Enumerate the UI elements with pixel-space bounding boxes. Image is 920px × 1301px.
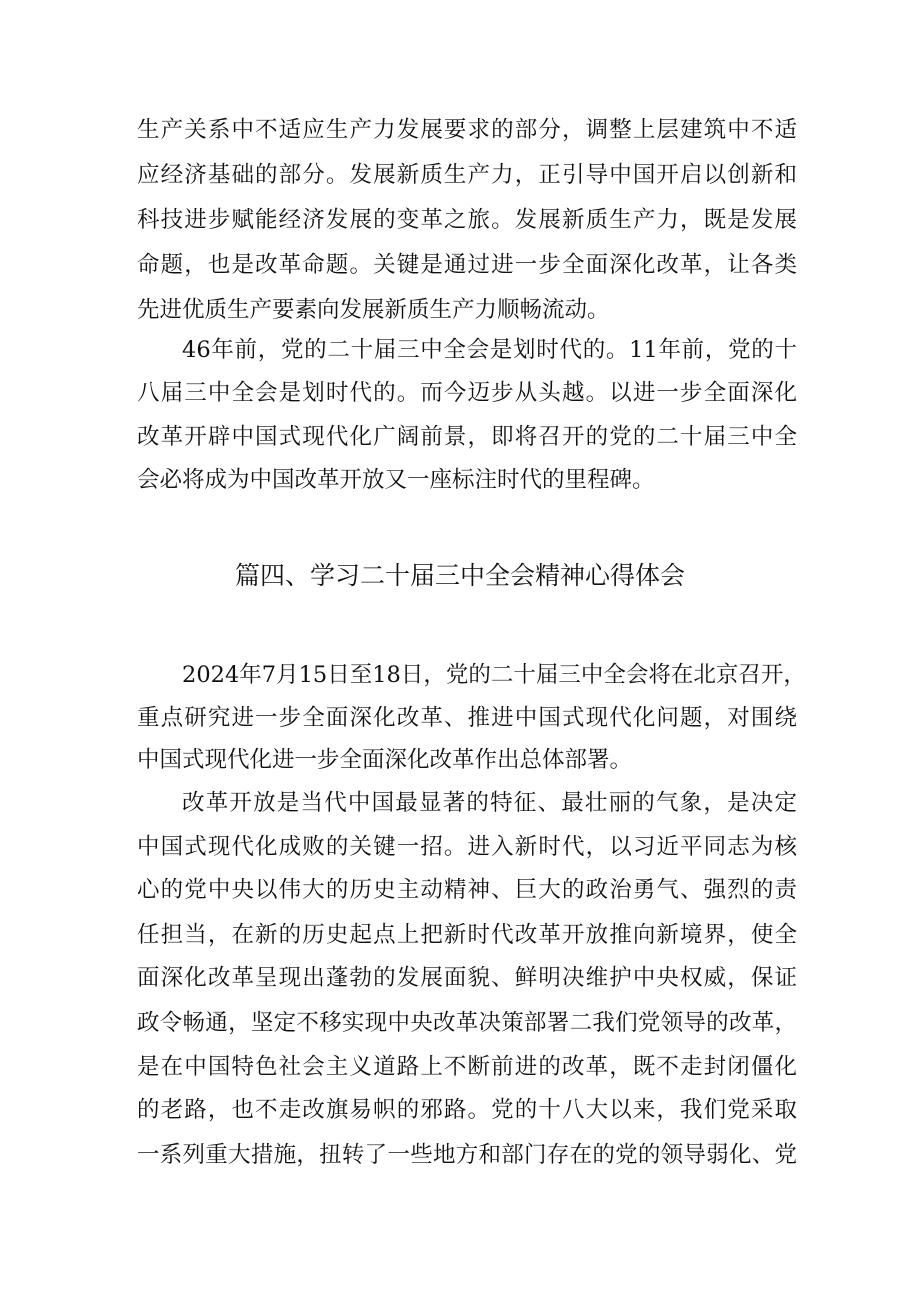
paragraph-1-line-3: 科技进步赋能经济发展的变革之旅。发展新质生产力，既是发展 (137, 207, 797, 233)
paragraph-4-line-1: 改革开放是当代中国最显著的特征、最壮丽的气象，是决定 (182, 790, 797, 816)
paragraph-4-line-8: 的老路，也不走改旗易帜的邪路。党的十八大以来，我们党采取 (137, 1097, 797, 1123)
paragraph-3-line-2: 重点研究进一步全面深化改革、推进中国式现代化问题，对围绕 (137, 705, 797, 731)
paragraph-1-line-1: 生产关系中不适应生产力发展要求的部分，调整上层建筑中不适 (137, 117, 797, 143)
paragraph-4-line-4: 任担当，在新的历史起点上把新时代改革开放推向新境界，使全 (137, 922, 797, 948)
paragraph-4-line-3: 心的党中央以伟大的历史主动精神、巨大的政治勇气、强烈的责 (137, 877, 797, 903)
paragraph-4-line-7: 是在中国特色社会主义道路上不断前进的改革，既不走封闭僵化 (137, 1054, 797, 1080)
paragraph-4-line-5: 面深化改革呈现出蓬勃的发展面貌、鲜明决维护中央权威，保证 (137, 965, 797, 991)
paragraph-2-line-3: 改革开辟中国式现代化广阔前景，即将召开的党的二十届三中全 (137, 424, 797, 450)
paragraph-4-line-2: 中国式现代化成败的关键一招。进入新时代，以习近平同志为核 (137, 834, 797, 860)
paragraph-2-line-4: 会必将成为中国改革开放又一座标注时代的里程碑。 (137, 467, 655, 493)
paragraph-3-line-3: 中国式现代化进一步全面深化改革作出总体部署。 (137, 747, 633, 773)
paragraph-4-line-6: 政令畅通，坚定不移实现中央改革决策部署二我们党领导的改革， (137, 1010, 797, 1036)
paragraph-2-line-2: 八届三中全会是划时代的。而今迈步从头越。以进一步全面深化 (137, 380, 797, 406)
paragraph-1-line-5: 先进优质生产要素向发展新质生产力顺畅流动。 (137, 297, 610, 323)
section-heading: 篇四、学习二十届三中全会精神心得体会 (234, 561, 685, 590)
paragraph-4-line-9: 一系列重大措施，扭转了一些地方和部门存在的党的领导弱化、党 (137, 1142, 797, 1168)
paragraph-1-line-2: 应经济基础的部分。发展新质生产力，正引导中国开启以创新和 (137, 162, 797, 188)
paragraph-2-line-1: 46年前，党的二十届三中全会是划时代的。11年前，党的十 (182, 337, 797, 363)
paragraph-1-line-4: 命题，也是改革命题。关键是通过进一步全面深化改革，让各类 (137, 252, 797, 278)
paragraph-3-line-1: 2024年7月15日至18日，党的二十届三中全会将在北京召开， (182, 662, 806, 688)
